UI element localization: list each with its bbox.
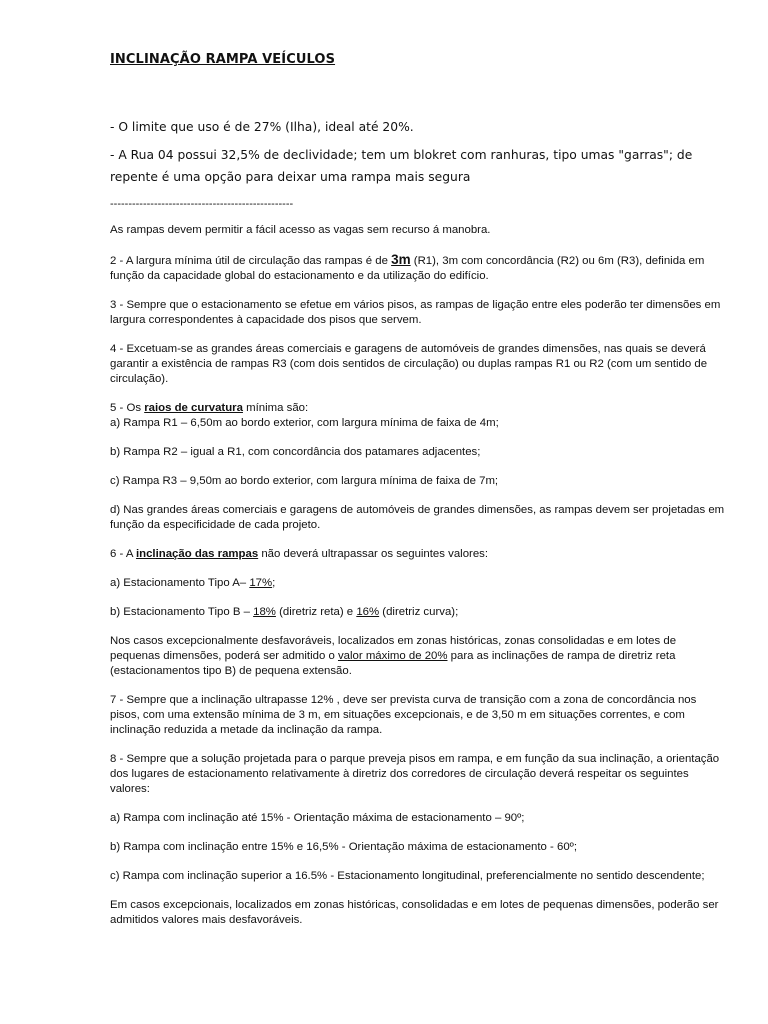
item-2-text-a: 2 - A largura mínima útil de circulação das rampas é de (110, 255, 392, 267)
item-2-text-c: (R1), 3m com concordância (R2) ou 6m (R3), definida em função da capacidade global do estacionamento e da utilização do edifício. (110, 255, 705, 282)
item-7-paragraph: 7 - Sempre que a inclinação ultrapasse 12% , deve ser prevista curva de transição com a zona de concordância nos pisos, com uma extensão mínima de 3 m, em situações excepcionais, e de 3,50 m em situações correntes, e com inclinação reduzida a metade da inclinação da rampa. (110, 694, 697, 736)
item-6-value-18: 18% (253, 606, 276, 618)
item-6-text-c: não deverá ultrapassar os seguintes valores: (258, 548, 489, 560)
item-8-line-c: c) Rampa com inclinação superior a 16.5% - Estacionamento longitudinal, preferencialmente no sentido descendente; (110, 870, 705, 882)
item-8-line-b: b) Rampa com inclinação entre 15% e 16,5% - Orientação máxima de estacionamento - 60º; (110, 841, 577, 853)
item-5-raios-curvatura: raios de curvatura (144, 402, 243, 414)
item-6-line-b-mid: (diretriz reta) e (275, 606, 357, 618)
item-6-line-b-text: b) Estacionamento Tipo B – (110, 606, 254, 618)
item-6-value-17: 17% (249, 577, 273, 589)
item-5-line-b: b) Rampa R2 – igual a R1, com concordância dos patamares adjacentes; (110, 446, 481, 458)
item-8-paragraph: 8 - Sempre que a solução projetada para o parque preveja pisos em rampa, e em função da sua inclinação, a orientação dos lugares de estacionamento relativamente à diretriz dos corredores de circulação deverá respeitar os seguintes valores: (110, 753, 720, 795)
item-6-line-a-text: a) Estacionamento Tipo A– (110, 577, 250, 589)
item-2-paragraph (110, 252, 728, 284)
item-6-line-b (110, 605, 728, 620)
item-6-exc-text-a: Nos casos excepcionalmente desfavoráveis, localizados em zonas históricas, zonas consolidadas e em lotes de pequenas dimensões, poderá ser admitido o (110, 635, 677, 662)
item-5-line-d: d) Nas grandes áreas comerciais e garagens de automóveis de grandes dimensões, as rampas devem ser projetadas em função da especificidade de cada projeto. (110, 504, 725, 531)
item-5-line-c: c) Rampa R3 – 9,50m ao bordo exterior, com largura mínima de faixa de 7m; (110, 475, 499, 487)
item-5-line-a: a) Rampa R1 – 6,50m ao bordo exterior, com largura mínima de faixa de 4m; (110, 417, 499, 429)
item-5-text-c: mínima são: (242, 402, 309, 414)
note-rua-04: - A Rua 04 possui 32,5% de declividade; tem um blokret com ranhuras, tipo umas "garras"; de repente é uma opção para deixar uma rampa mais segura (110, 148, 693, 184)
item-6-line-a-end: ; (272, 577, 276, 589)
item-6-text-a: 6 - A (110, 548, 136, 560)
item-3-paragraph: 3 - Sempre que o estacionamento se efetue em vários pisos, as rampas de ligação entre eles poderão ter dimensões em largura correspondentes à capacidade dos pisos que servem. (110, 299, 721, 326)
item-6-value-16: 16% (356, 606, 380, 618)
item-5-text-a: 5 - Os (110, 402, 145, 414)
item-2-width-3m: 3m (391, 252, 411, 267)
document-title: INCLINAÇÃO RAMPA VEÍCULOS (110, 52, 336, 67)
item-6-valor-maximo-20: valor máximo de 20% (337, 650, 448, 662)
closing-paragraph: Em casos excepcionais, localizados em zonas históricas, consolidadas e em lotes de pequenas dimensões, poderão ser admitidos valores mais desfavoráveis. (110, 899, 719, 926)
item-6-exc-text-c: para as inclinações de rampa de diretriz reta (estacionamentos tipo B) de pequena extensão. (110, 650, 676, 677)
item-6-exception-paragraph (110, 634, 728, 679)
item-6-line-b-end: (diretriz curva); (379, 606, 459, 618)
item-5-heading (110, 401, 728, 416)
divider-line: -------------------------------------------------- (110, 198, 294, 210)
item-8-line-a: a) Rampa com inclinação até 15% - Orientação máxima de estacionamento – 90º; (110, 812, 525, 824)
intro-paragraph: As rampas devem permitir a fácil acesso as vagas sem recurso á manobra. (110, 224, 491, 236)
item-6-line-a (110, 576, 728, 591)
note-limit: - O limite que uso é de 27% (Ilha), ideal até 20%. (110, 120, 414, 134)
item-6-heading (110, 547, 728, 562)
item-6-inclinacao-rampas: inclinação das rampas (135, 548, 259, 560)
item-4-paragraph: 4 - Excetuam-se as grandes áreas comerciais e garagens de automóveis de grandes dimensões, nas quais se deverá garantir a existência de rampas R3 (com dois sentidos de circulação) ou duplas rampas R1 ou R2 (com um sentido de circulação). (110, 343, 708, 385)
